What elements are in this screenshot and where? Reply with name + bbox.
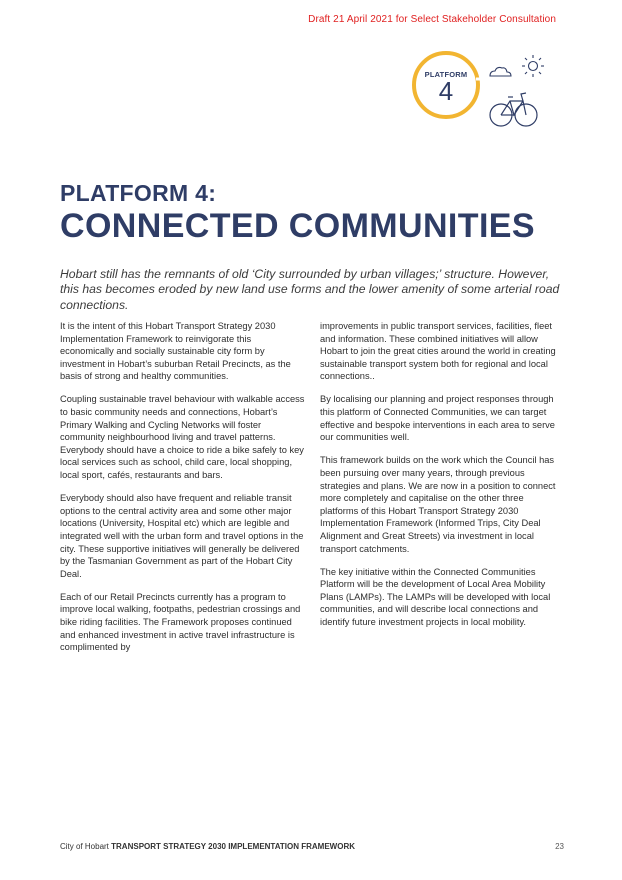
body-paragraph: This framework builds on the work which the Council has been pursuing over many years, through previous strategies and plans. We are now in a position to connect more completely and capitalise on the other three platforms of this Hobart Transport Strategy 2030 Implementation Framework (Informed Trips, City Deal Alignment and Great Streets) via investment in local transport catchments. (320, 455, 556, 554)
body-column-right (320, 320, 564, 639)
body-paragraph: Everybody should also have frequent and reliable transit options to the central activity area and some other major locations (University, Hospital etc) which are legible and integrated well with the urban form and travel options in the city. These supportive initiatives will generally be delivered by the Tasmanian Government as part of the Hobart City Deal. (60, 493, 304, 579)
draft-notice: Draft 21 April 2021 for Select Stakeholder Consultation (308, 14, 556, 25)
sun-icon (522, 55, 544, 77)
body-paragraph: It is the intent of this Hobart Transport Strategy 2030 Implementation Framework to reinvigorate this economically and socially sustainable city form by investment in Hobart’s suburban Retail Precincts, as the basis of strong and healthy communities. (60, 321, 291, 382)
platform-badge (412, 49, 560, 139)
body-paragraph: improvements in public transport services, facilities, fleet and information. These combined initiatives will allow Hobart to join the great cities around the world in creating sustainable transport system both for regional and local connections.. (320, 321, 556, 382)
body-paragraph: Each of our Retail Precincts currently has a program to improve local walking, footpaths, pedestrian crossings and bike riding facilities. The Framework proposes continued and enhanced investment in active travel infrastructure is complimented by (60, 591, 301, 653)
body-column-left (60, 320, 306, 664)
cloud-icon (490, 67, 511, 76)
page-title: CONNECTED COMMUNITIES (60, 207, 535, 245)
body-paragraph: The key initiative within the Connected Communities Platform will be the development of Local Area Mobility Plans (LAMPs). The LAMPs will be developed with local communities, and will describe local connections and identify future investment projects in local mobility. (320, 566, 551, 627)
footer-org: City of Hobart (60, 842, 109, 851)
page-footer (60, 842, 564, 851)
badge-number: 4 (438, 76, 454, 106)
badge-label: PLATFORM (424, 70, 468, 79)
bicycle-icon (490, 93, 537, 126)
intro-paragraph: Hobart still has the remnants of old ‘City surrounded by urban villages;’ structure. However, this has becomes eroded by new land use forms and the lower amenity of some arterial road connections. (60, 267, 560, 312)
page-number: 23 (555, 842, 564, 851)
page-title-kicker: PLATFORM 4: (60, 180, 217, 206)
footer-doc-title: TRANSPORT STRATEGY 2030 IMPLEMENTATION FRAMEWORK (111, 842, 356, 851)
body-paragraph: By localising our planning and project responses through this platform of Connected Communities, we can target effective and bespoke interventions in each area to serve our communities well. (320, 394, 555, 443)
body-paragraph: Coupling sustainable travel behaviour with walkable access to basic community needs and connections, Hobart’s Primary Walking and Cycling Networks will foster community neighbourhood living and travel patterns. Everybody should have a choice to ride a bike safely to key local services such as school, child care, local shopping, local sport, cafés, restaurants and bars. (60, 394, 305, 481)
